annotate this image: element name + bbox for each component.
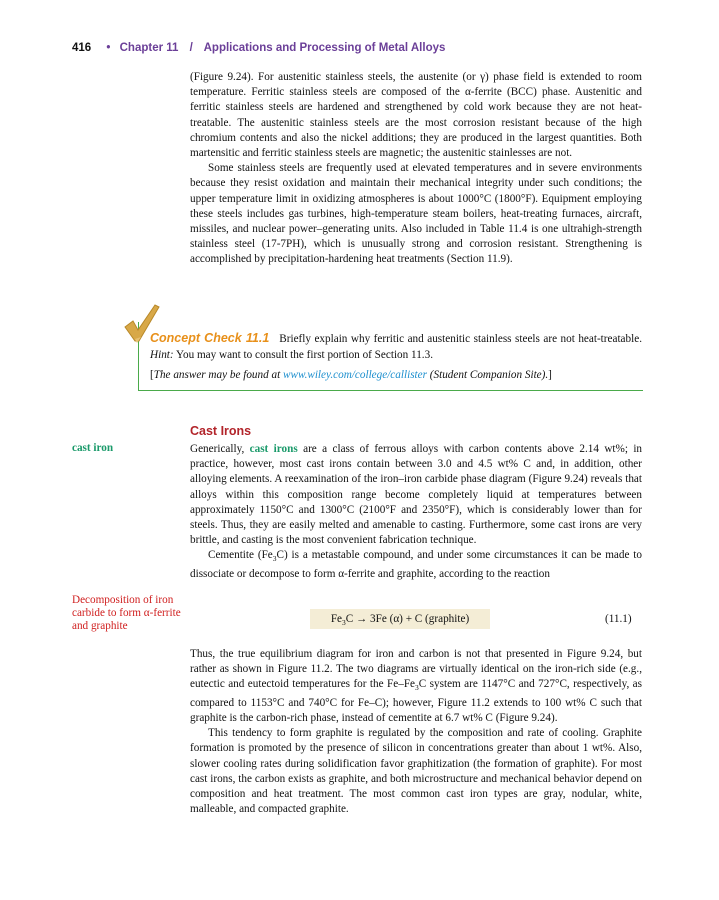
bullet-icon: • bbox=[106, 42, 111, 54]
paragraph: Generically, cast irons are a class of ferrous alloys with carbon contents above 2.14 wt%; in practice, however, most cast irons contain between 3.0 and 4.5 wt% C and, in addition, other alloying elements. A reexamination of the iron–iron carbide phase diagram (Figure 9.24) reveals that alloys within this composition range become completely liquid at temperatures between approximately 1150°C and 1300°C (2100°F and 2350°F), which is considerably lower than for steels. Thus, they are easily melted and amenable to casting. Furthermore, some cast irons are very brittle, and casting is the most convenient fabrication technique. bbox=[190, 443, 643, 547]
glossary-term: cast irons bbox=[249, 443, 298, 455]
paragraph: Cementite $(Fe_3C)$ is a metastable compound, and under some circumstances it can be made to dissociate or decompose to form α-ferrite and graphite, according to the reaction bbox=[190, 549, 642, 580]
paragraph: Some stainless steels are frequently used at elevated temperatures and in severe environments because they resist oxidation and maintain their mechanical integrity under such conditions; the upper temperature limit in oxidizing atmospheres is about 1000°C (1800°F). Equipment employing these steels includes gas turbines, high-temperature steam boilers, heat-treating furnaces, aircraft, missiles, and nuclear power–generating units. Also included in Table 11.4 is one ultrahigh-strength stainless steel (17-7PH), which is unusually strong and corrosion resistant. Strengthening is accomplished by precipitation-hardening heat treatments (Section 11.9). bbox=[190, 162, 642, 266]
concept-check-answer: [The answer may be found at www.wiley.com/college/callister (Student Companion Site).] bbox=[150, 369, 552, 381]
equation-number: (11.1) bbox=[605, 613, 632, 625]
hint-label: Hint: bbox=[150, 348, 174, 361]
cast-iron-continued-text bbox=[190, 647, 642, 817]
stainless-section-text bbox=[190, 70, 642, 268]
concept-check-question: Concept Check 11.1 Briefly explain why ferritic and austenitic stainless steels are not heat-treatable. Hint: You may want to consult the first portion of Section 11.3. bbox=[150, 331, 642, 361]
equation: $Fe_3C \to 3Fe$ (α) + C (graphite) bbox=[310, 609, 490, 629]
concept-check-content bbox=[150, 331, 642, 384]
cast-iron-intro-text bbox=[190, 442, 642, 582]
companion-site-link[interactable]: www.wiley.com/college/callister bbox=[283, 369, 427, 381]
page-header bbox=[72, 42, 672, 54]
chapter-title: Applications and Processing of Metal Alloys bbox=[203, 42, 446, 54]
margin-note: Decomposition of iron carbide to form α-ferrite and graphite bbox=[72, 594, 181, 632]
chapter-label: Chapter 11 bbox=[119, 42, 179, 54]
paragraph: This tendency to form graphite is regulated by the composition and rate of cooling. Graphite formation is promoted by the presence of silicon in concentrations greater than about 1 wt%. Also, slower cooling rates during solidification favor graphitization (the formation of graphite). For most cast irons, the carbon exists as graphite, and both microstructure and mechanical behavior depend on composition and heat treatment. The most common cast iron types are gray, nodular, white, malleable, and compacted graphite. bbox=[190, 727, 642, 816]
section-title: Cast Irons bbox=[190, 424, 252, 438]
margin-term: cast iron bbox=[72, 442, 114, 454]
paragraph: Thus, the true equilibrium diagram for iron and carbon is not that presented in Figure 9.24, but rather as shown in Figure 11.2. The two diagrams are virtually identical on the iron-rich side (e.g., eutectic and eutectoid temperatures for the $Fe-Fe_3C$ system are 1147°C and 727°C, respectively, as compared to 1153°C and 740°C for Fe–C); however, Figure 11.2 extends to 100 wt% C such that graphite is the carbon-rich phase, instead of cementite at 6.7 wt% C (Figure 9.24). bbox=[190, 648, 643, 725]
page-number: 416 bbox=[72, 42, 92, 54]
paragraph: (Figure 9.24). For austenitic stainless steels, the austenite (or γ) phase field is extended to room temperature. Ferritic stainless steels are composed of the α-ferrite (BCC) phase. Austenitic and ferritic stainless steels are hardened and strengthened by cold work because they are not heat-treatable. The austenitic stainless steels are the most corrosion resistant because of the high chromium contents and also the nickel additions; they are produced in the largest quantities. Both martensitic and ferritic stainless steels are magnetic; the austenitic stainlesses are not. bbox=[190, 71, 642, 160]
concept-check-label: Concept Check 11.1 bbox=[150, 331, 270, 345]
header-separator: / bbox=[189, 42, 193, 54]
